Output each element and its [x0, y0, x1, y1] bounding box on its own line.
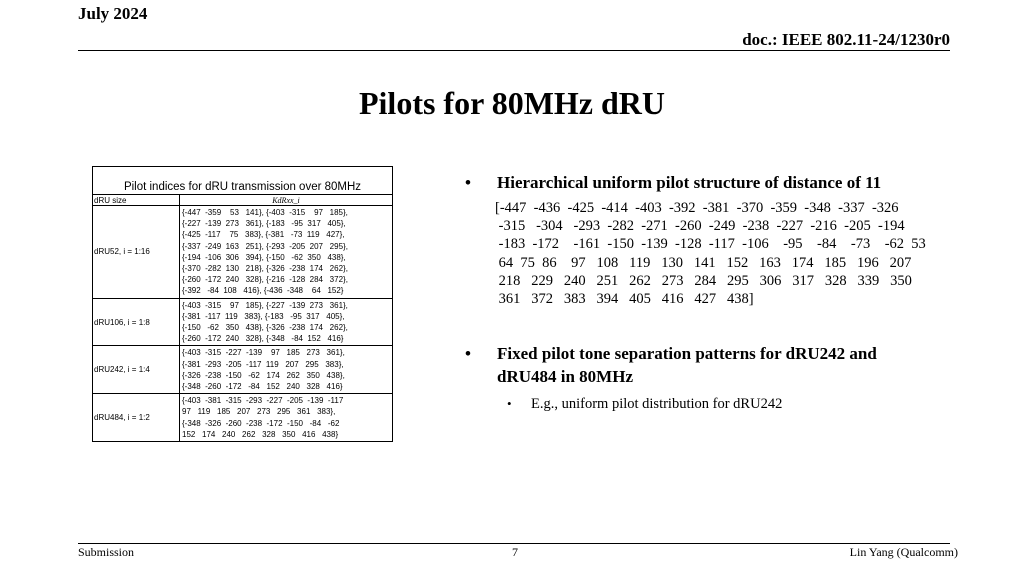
index-line: {-403 -315 97 185}, {-227 -139 273 361}, [182, 300, 348, 310]
pilot-sequence [495, 199, 945, 308]
header-doc-id: doc.: IEEE 802.11-24/1230r0 [742, 30, 950, 49]
dru-size-cell: dRU484, i = 1:2 [93, 394, 180, 442]
dru-size-cell: dRU242, i = 1:4 [93, 346, 180, 394]
index-line: {-326 -238 -150 -62 174 262 350 438}, [182, 370, 345, 380]
sequence-line: -315 -304 -293 -282 -271 -260 -249 -238 -227 -216 -205 -194 [495, 218, 905, 235]
bullet-fixed-separation [465, 342, 957, 388]
footer-submission: Submission [78, 545, 135, 559]
sequence-line: -183 -172 -161 -150 -139 -128 -117 -106 -95 -84 -73 -62 53 [495, 236, 926, 253]
pilot-index-cell [180, 298, 393, 346]
index-line: 152 174 240 262 328 350 416 438} [182, 429, 339, 439]
index-line: {-403 -315 -227 -139 97 185 273 361}, [182, 348, 345, 358]
index-line: {-260 -172 240 328}, {-216 -128 284 372}, [182, 275, 348, 285]
index-line: 97 119 185 207 273 295 361 383}, [182, 407, 336, 417]
pilot-index-cell [180, 346, 393, 394]
sequence-line: 218 229 240 251 262 273 284 295 306 317 328 339 350 [495, 272, 912, 289]
header-divider [78, 50, 950, 51]
bullet-icon: • [465, 344, 471, 363]
table-row [93, 394, 393, 442]
table-row [93, 206, 393, 299]
sub-bullet-example [507, 394, 783, 414]
index-line: {-370 -282 130 218}, {-326 -238 174 262}, [182, 264, 348, 274]
slide-title: Pilots for 80MHz dRU [358, 85, 666, 121]
footer-divider [78, 543, 950, 544]
index-line: {-425 -117 75 383}, {-381 -73 119 427}, [182, 230, 345, 240]
dru-size-cell: dRU52, i = 1:16 [93, 206, 180, 299]
index-line: {-194 -106 306 394}, {-150 -62 350 438}, [182, 252, 346, 262]
index-line: {-392 -84 108 416}, {-436 -348 64 152} [182, 286, 344, 296]
index-line: {-260 -172 240 328}, {-348 -84 152 416} [182, 334, 344, 344]
bullet-icon: • [465, 173, 471, 192]
dru-size-cell: dRU106, i = 1:8 [93, 298, 180, 346]
bullet-text: dRU484 in 80MHz [497, 367, 633, 386]
index-line: {-403 -381 -315 -293 -227 -205 -139 -117 [182, 396, 344, 406]
header-date: July 2024 [78, 4, 148, 23]
sub-bullet-text: E.g., uniform pilot distribution for dRU242 [531, 396, 783, 412]
index-line: {-337 -249 163 251}, {-293 -205 207 295}, [182, 241, 348, 251]
footer-author: Lin Yang (Qualcomm) [849, 545, 958, 559]
index-line: {-381 -293 -205 -117 119 207 295 383}, [182, 359, 344, 369]
pilot-index-cell [180, 206, 393, 299]
index-line: {-381 -117 119 383}, {-183 -95 317 405}, [182, 311, 345, 321]
table-row [93, 346, 393, 394]
column-header-pilot-indices: KdRxx_i [180, 195, 393, 206]
sequence-line: [-447 -436 -425 -414 -403 -392 -381 -370 -359 -348 -337 -326 [495, 200, 899, 216]
pilot-index-cell [180, 394, 393, 442]
index-line: {-348 -260 -172 -84 152 240 328 416} [182, 382, 343, 392]
bullet-text: Fixed pilot tone separation patterns for dRU242 and [497, 344, 877, 363]
index-line: {-447 -359 53 141}, {-403 -315 97 185}, [182, 208, 348, 217]
sub-bullet-icon: • [507, 396, 512, 411]
page-number: 7 [512, 545, 518, 559]
column-header-dru-size: dRU size [93, 195, 180, 206]
bullet-text: Hierarchical uniform pilot structure of distance of 11 [497, 173, 882, 192]
sequence-line: 361 372 383 394 405 416 427 438] [495, 291, 754, 308]
sequence-line: 64 75 86 97 108 119 130 141 152 163 174 185 196 207 [495, 254, 912, 271]
pilot-indices-table [92, 166, 393, 442]
index-line: {-150 -62 350 438}, {-326 -238 174 262}, [182, 323, 348, 333]
index-line: {-348 -326 -260 -238 -172 -150 -84 -62 [182, 418, 340, 428]
index-line: {-227 -139 273 361}, {-183 -95 317 405}, [182, 219, 346, 229]
bullet-hierarchical-pilot [465, 171, 957, 194]
table-caption: Pilot indices for dRU transmission over 80MHz [93, 167, 393, 195]
table-row [93, 298, 393, 346]
